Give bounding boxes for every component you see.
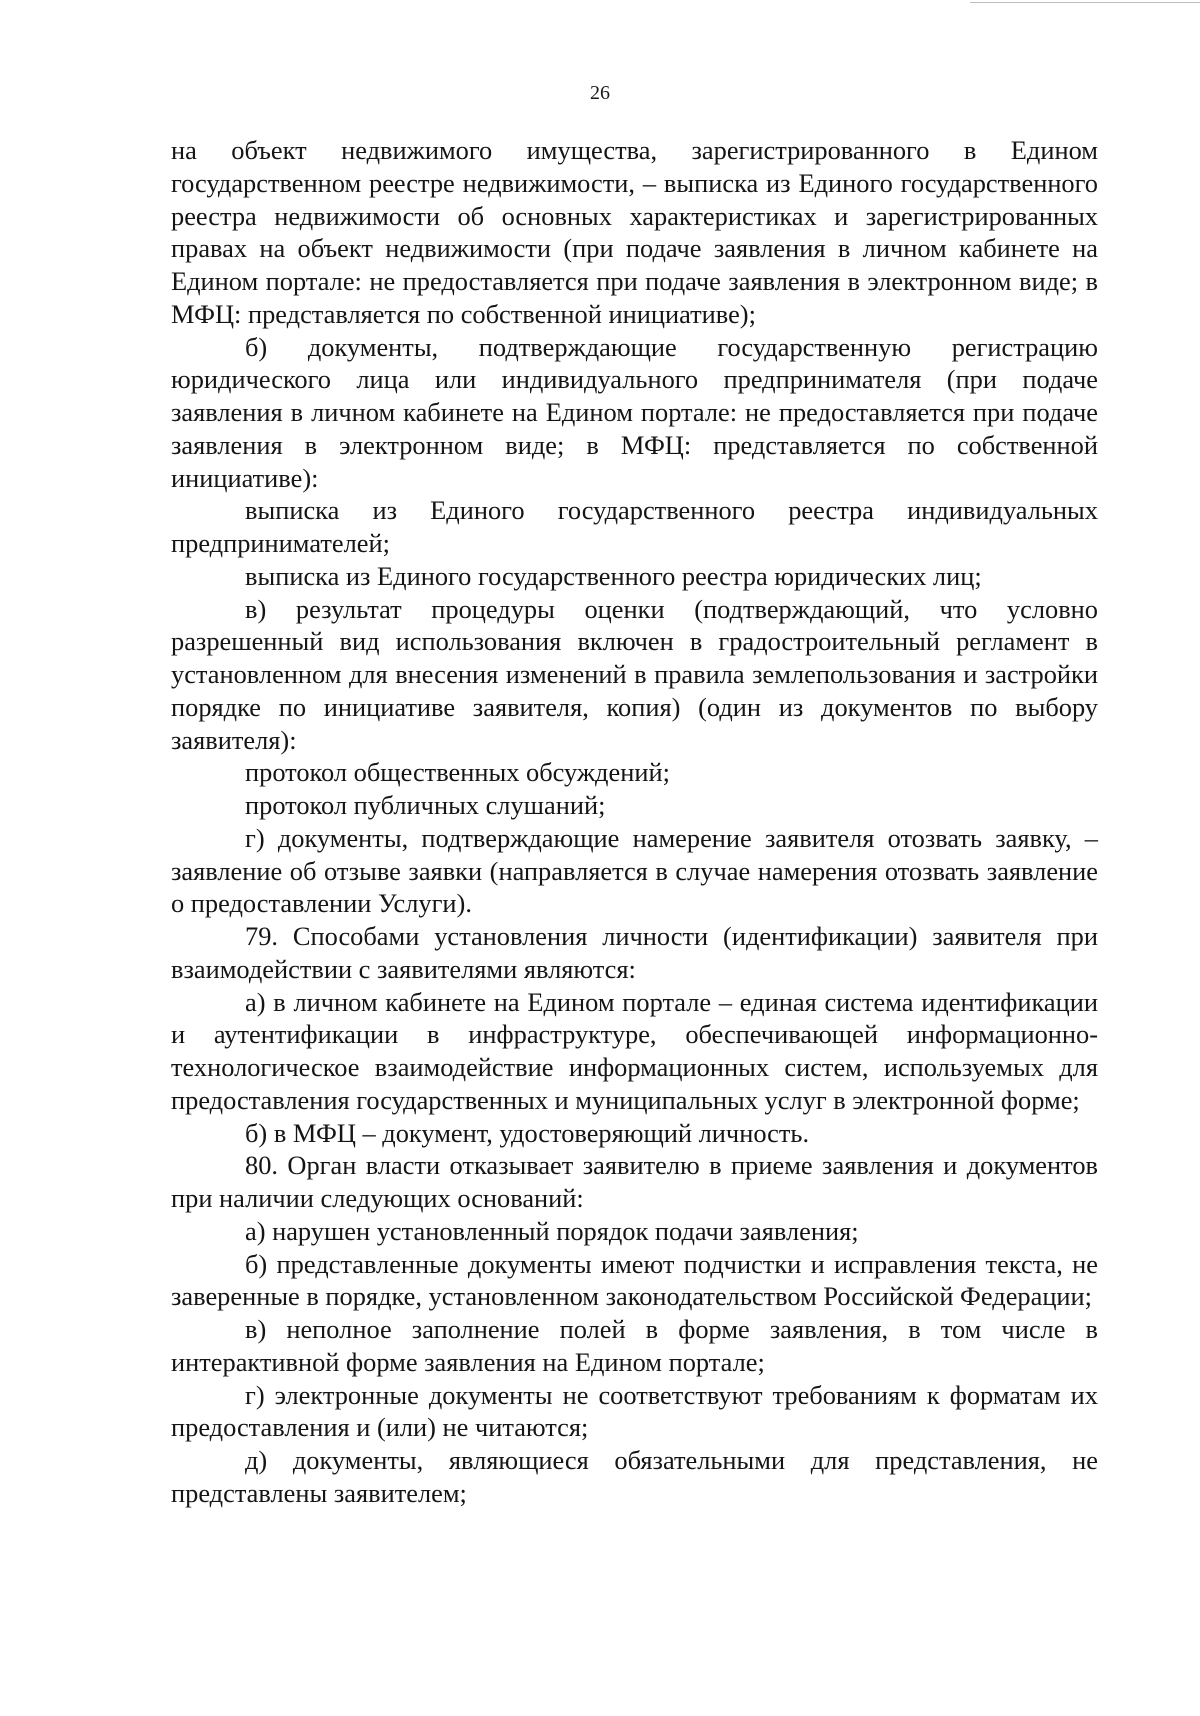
paragraph-79-item-a: а) в личном кабинете на Едином портале – единая система идентификации и аутентификации в инфраструктуре, обеспечивающей информационно-технологическое взаимодействие информационных систем, используемых для предоставления государственных и муниципальных услуг в электронной форме; [171,986,1098,1115]
paragraph-80-item-v: в) неполное заполнение полей в форме заявления, в том числе в интерактивной форме заявления на Едином портале; [171,1314,1098,1377]
paragraph-80-item-a: а) нарушен установленный порядок подачи заявления; [245,1215,859,1246]
paragraph-section-79: 79. Способами установления личности (идентификации) заявителя при взаимодействии с заявителями являются: [171,921,1098,984]
scan-edge-line [970,2,1200,3]
paragraph-79-item-b: б) в МФЦ – документ, удостоверяющий личность. [245,1117,810,1148]
paragraph-extract-egrip: выписка из Единого государственного реестра индивидуальных предпринимателей; [171,495,1098,558]
paragraph-80-item-b: б) представленные документы имеют подчистки и исправления текста, не заверенные в порядке, установленном законодательством Российской Федерации; [171,1248,1098,1312]
paragraph-extract-egrul: выписка из Единого государственного реестра юридических лиц; [245,560,982,591]
paragraph-section-80: 80. Орган власти отказывает заявителю в приеме заявления и документов при наличии следующих оснований: [171,1150,1098,1213]
paragraph-item-g-withdrawal: г) документы, подтверждающие намерение заявителя отозвать заявку, – заявление об отзыве заявки (направляется в случае намерения отозвать заявление о предоставлении Услуги). [171,822,1098,919]
page-number: 26 [590,82,610,104]
paragraph-item-v-assessment-result: в) результат процедуры оценки (подтверждающий, что условно разрешенный вид использования включен в градостроительный регламент в установленном для внесения изменений в правила землепользования и застройки порядке по инициативе заявителя, копия) (один из документов по выбору заявителя): [171,593,1098,755]
paragraph-public-discussion-protocol: протокол общественных обсуждений; [245,757,670,788]
paragraph-80-item-g: г) электронные документы не соответствуют требованиям к форматам их предоставления и (или) не читаются; [171,1379,1098,1443]
paragraph-public-hearings-protocol: протокол публичных слушаний; [245,790,606,820]
document-body [171,134,1098,1510]
paragraph-item-b-state-registration: б) документы, подтверждающие государственную регистрацию юридического лица или индивидуального предпринимателя (при подаче заявления в личном кабинете на Едином портале: не предоставляется при подаче заявления в электронном виде; в МФЦ: представляется по собственной инициативе): [171,331,1098,493]
paragraph-continuation: на объект недвижимого имущества, зарегистрированного в Едином государственном реестре недвижимости, – выписка из Единого государственного реестра недвижимости об основных характеристиках и зарегистрированных правах на объект недвижимости (при подаче заявления в личном кабинете на Едином портале: не предоставляется при подаче заявления в электронном виде; в МФЦ: представляется по собственной инициативе); [171,135,1098,329]
paragraph-80-item-d: д) документы, являющиеся обязательными для представления, не представлены заявителем; [171,1445,1098,1508]
